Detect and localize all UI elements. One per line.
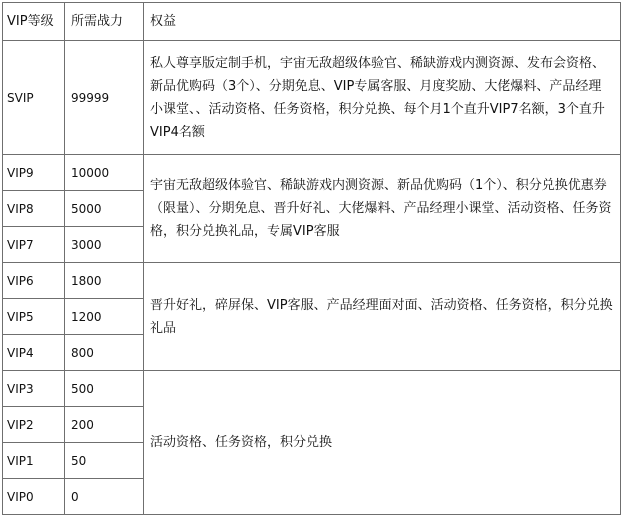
vip-benefits-table (2, 2, 621, 515)
vip-level-cell: VIP6 (3, 263, 65, 299)
table-row (3, 155, 621, 191)
required-power-cell: 10000 (65, 155, 144, 191)
vip-level-cell: VIP8 (3, 191, 65, 227)
table-row (3, 263, 621, 299)
header-benefits: 权益 (144, 3, 621, 41)
vip-level-cell: VIP4 (3, 335, 65, 371)
required-power-cell: 1200 (65, 299, 144, 335)
required-power-cell: 3000 (65, 227, 144, 263)
required-power-cell: 200 (65, 407, 144, 443)
vip-level-cell: VIP2 (3, 407, 65, 443)
header-required-power: 所需战力 (65, 3, 144, 41)
benefits-cell-vip7-9: 宇宙无敌超级体验官、稀缺游戏内测资源、新品优购码（1个）、积分兑换优惠券（限量）、分期免息、晋升好礼、大佬爆料、产品经理小课堂、活动资格、任务资格，积分兑换礼品，专属VIP客服 (144, 155, 621, 263)
required-power-cell: 1800 (65, 263, 144, 299)
benefits-cell-svip: 私人尊享版定制手机，宇宙无敌超级体验官、稀缺游戏内测资源、发布会资格、新品优购码（3个）、分期免息、VIP专属客服、月度奖励、大佬爆料、产品经理小课堂、、活动资格、任务资格，积分兑换、每个月1个直升VIP7名额，3个直升VIP4名额 (144, 41, 621, 155)
required-power-cell: 500 (65, 371, 144, 407)
vip-level-cell: VIP9 (3, 155, 65, 191)
vip-level-cell: VIP0 (3, 479, 65, 515)
vip-level-cell: VIP3 (3, 371, 65, 407)
required-power-cell: 5000 (65, 191, 144, 227)
benefits-cell-vip0-3: 活动资格、任务资格，积分兑换 (144, 371, 621, 515)
vip-level-cell: VIP1 (3, 443, 65, 479)
table-row (3, 41, 621, 155)
vip-level-cell: SVIP (3, 41, 65, 155)
required-power-cell: 800 (65, 335, 144, 371)
vip-level-cell: VIP7 (3, 227, 65, 263)
benefits-cell-vip4-6: 晋升好礼，碎屏保、VIP客服、产品经理面对面、活动资格、任务资格，积分兑换礼品 (144, 263, 621, 371)
table-row (3, 371, 621, 407)
table-header-row (3, 3, 621, 41)
vip-level-cell: VIP5 (3, 299, 65, 335)
required-power-cell: 99999 (65, 41, 144, 155)
required-power-cell: 50 (65, 443, 144, 479)
required-power-cell: 0 (65, 479, 144, 515)
header-vip-level: VIP等级 (3, 3, 65, 41)
